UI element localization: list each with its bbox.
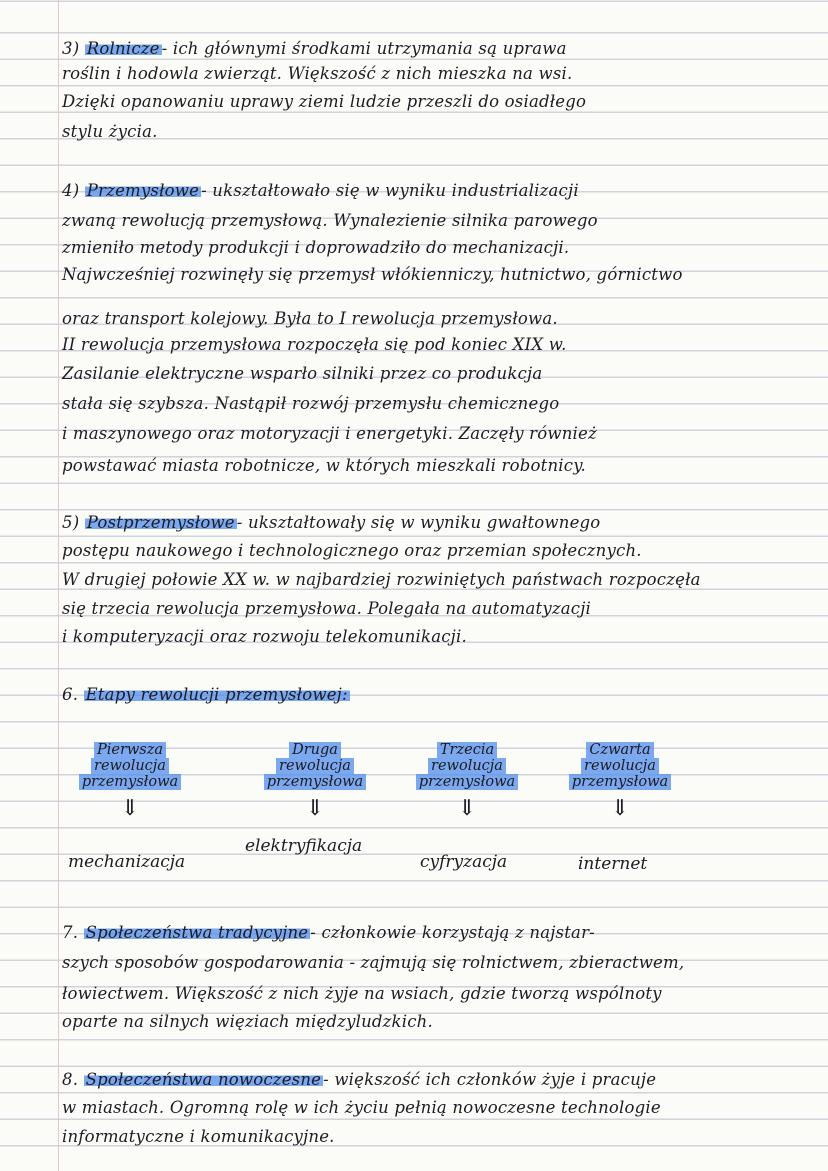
stage-4-arrow-icon: ⇓	[610, 796, 630, 821]
stage-2-result: elektryfikacja	[245, 836, 363, 856]
section5-line1-text: - ukształtowały się w wyniku gwałtownego	[236, 513, 601, 532]
section3-line1	[62, 38, 567, 60]
section8-line3: informatyczne i komunikacyjne.	[62, 1127, 335, 1146]
section5-line4: się trzecia rewolucja przemysłowa. Polegała na automatyzacji	[62, 599, 592, 618]
stage-2-line3: przemysłowa	[264, 774, 366, 790]
stage-3-arrow-icon: ⇓	[457, 796, 477, 821]
stage-3-line2: rewolucja	[428, 758, 506, 774]
section6-title: Etapy rewolucji przemysłowej:	[85, 685, 348, 704]
section8-line2: w miastach. Ogromną rolę w ich życiu pełnią nowoczesne technologie	[62, 1098, 661, 1117]
section7-line4: oparte na silnych więziach międzyludzkich.	[62, 1012, 433, 1031]
margin-line	[58, 0, 59, 1171]
section3-line3: Dzięki opanowaniu uprawy ziemi ludzie przeszli do osiadłego	[62, 92, 587, 111]
stage-3-result: cyfryzacja	[420, 852, 508, 872]
section8-line1	[62, 1069, 656, 1091]
section5-line2: postępu naukowego i technologicznego oraz przemian społecznych.	[62, 541, 642, 560]
stage-1	[55, 742, 205, 820]
section7-line1-text: - członkowie korzystają z najstar-	[310, 923, 595, 942]
stage-4-line2: rewolucja	[581, 758, 659, 774]
section4-line4: Najwcześniej rozwinęły się przemysł włókienniczy, hutnictwo, górnictwo	[62, 265, 683, 284]
section5-line1	[62, 512, 600, 534]
stage-4-line1: Czwarta	[586, 742, 653, 758]
section7-term: Społeczeństwa tradycyjne	[85, 923, 309, 942]
stage-4	[545, 742, 695, 820]
section7-line1	[62, 922, 595, 944]
section4-line3: zmieniło metody produkcji i doprowadziło do mechanizacji.	[62, 238, 570, 257]
stage-3	[392, 742, 542, 820]
section4-term: Przemysłowe	[86, 181, 200, 200]
stage-2	[240, 742, 390, 820]
stage-4-result: internet	[578, 854, 648, 874]
section5-term: Postprzemysłowe	[86, 513, 235, 532]
section4-line5: oraz transport kolejowy. Była to I rewolucja przemysłowa.	[62, 309, 558, 328]
section4-line7: Zasilanie elektryczne wsparło silniki przez co produkcja	[62, 364, 543, 383]
section4-line9: i maszynowego oraz motoryzacji i energetyki. Zaczęły również	[62, 424, 597, 443]
section3-number: 3)	[62, 39, 80, 58]
section8-number: 8.	[62, 1070, 79, 1089]
section4-line1	[62, 180, 579, 202]
section3-line1-text: - ich głównymi środkami utrzymania są uprawa	[161, 39, 567, 58]
section7-line3: łowiectwem. Większość z nich żyje na wsiach, gdzie tworzą wspólnoty	[62, 984, 662, 1003]
section7-number: 7.	[62, 923, 79, 942]
section6-title-line	[62, 684, 350, 706]
stage-1-line2: rewolucja	[91, 758, 169, 774]
section8-term: Społeczeństwa nowoczesne	[85, 1070, 322, 1089]
stage-4-line3: przemysłowa	[569, 774, 671, 790]
section4-number: 4)	[62, 181, 80, 200]
stage-1-result: mechanizacja	[68, 852, 186, 872]
section4-line1-text: - ukształtowało się w wyniku industrializacji	[201, 181, 579, 200]
section4-line2: zwaną rewolucją przemysłową. Wynalezienie silnika parowego	[62, 211, 598, 230]
stage-1-line1: Pierwsza	[94, 742, 166, 758]
section5-line5: i komputeryzacji oraz rozwoju telekomunikacji.	[62, 627, 467, 646]
stage-2-line1: Druga	[289, 742, 341, 758]
stage-3-line1: Trzecia	[437, 742, 497, 758]
section5-line3: W drugiej połowie XX w. w najbardziej rozwiniętych państwach rozpoczęła	[62, 570, 701, 589]
stage-2-arrow-icon: ⇓	[305, 796, 325, 821]
section4-line8: stała się szybsza. Nastąpił rozwój przemysłu chemicznego	[62, 394, 560, 413]
section3-term: Rolnicze	[86, 39, 160, 58]
section4-line6: II rewolucja przemysłowa rozpoczęła się pod koniec XIX w.	[62, 335, 567, 354]
section3-line2: roślin i hodowla zwierząt. Większość z nich mieszka na wsi.	[62, 64, 573, 83]
section3-line4: stylu życia.	[62, 122, 158, 141]
stage-1-arrow-icon: ⇓	[120, 796, 140, 821]
section4-line10: powstawać miasta robotnicze, w których mieszkali robotnicy.	[62, 456, 586, 475]
section8-line1-text: - większość ich członków żyje i pracuje	[323, 1070, 657, 1089]
section7-line2: szych sposobów gospodarowania - zajmują się rolnictwem, zbieractwem,	[62, 953, 685, 972]
stage-3-line3: przemysłowa	[416, 774, 518, 790]
stage-2-line2: rewolucja	[276, 758, 354, 774]
stage-1-line3: przemysłowa	[79, 774, 181, 790]
section5-number: 5)	[62, 513, 80, 532]
section6-number: 6.	[62, 685, 79, 704]
